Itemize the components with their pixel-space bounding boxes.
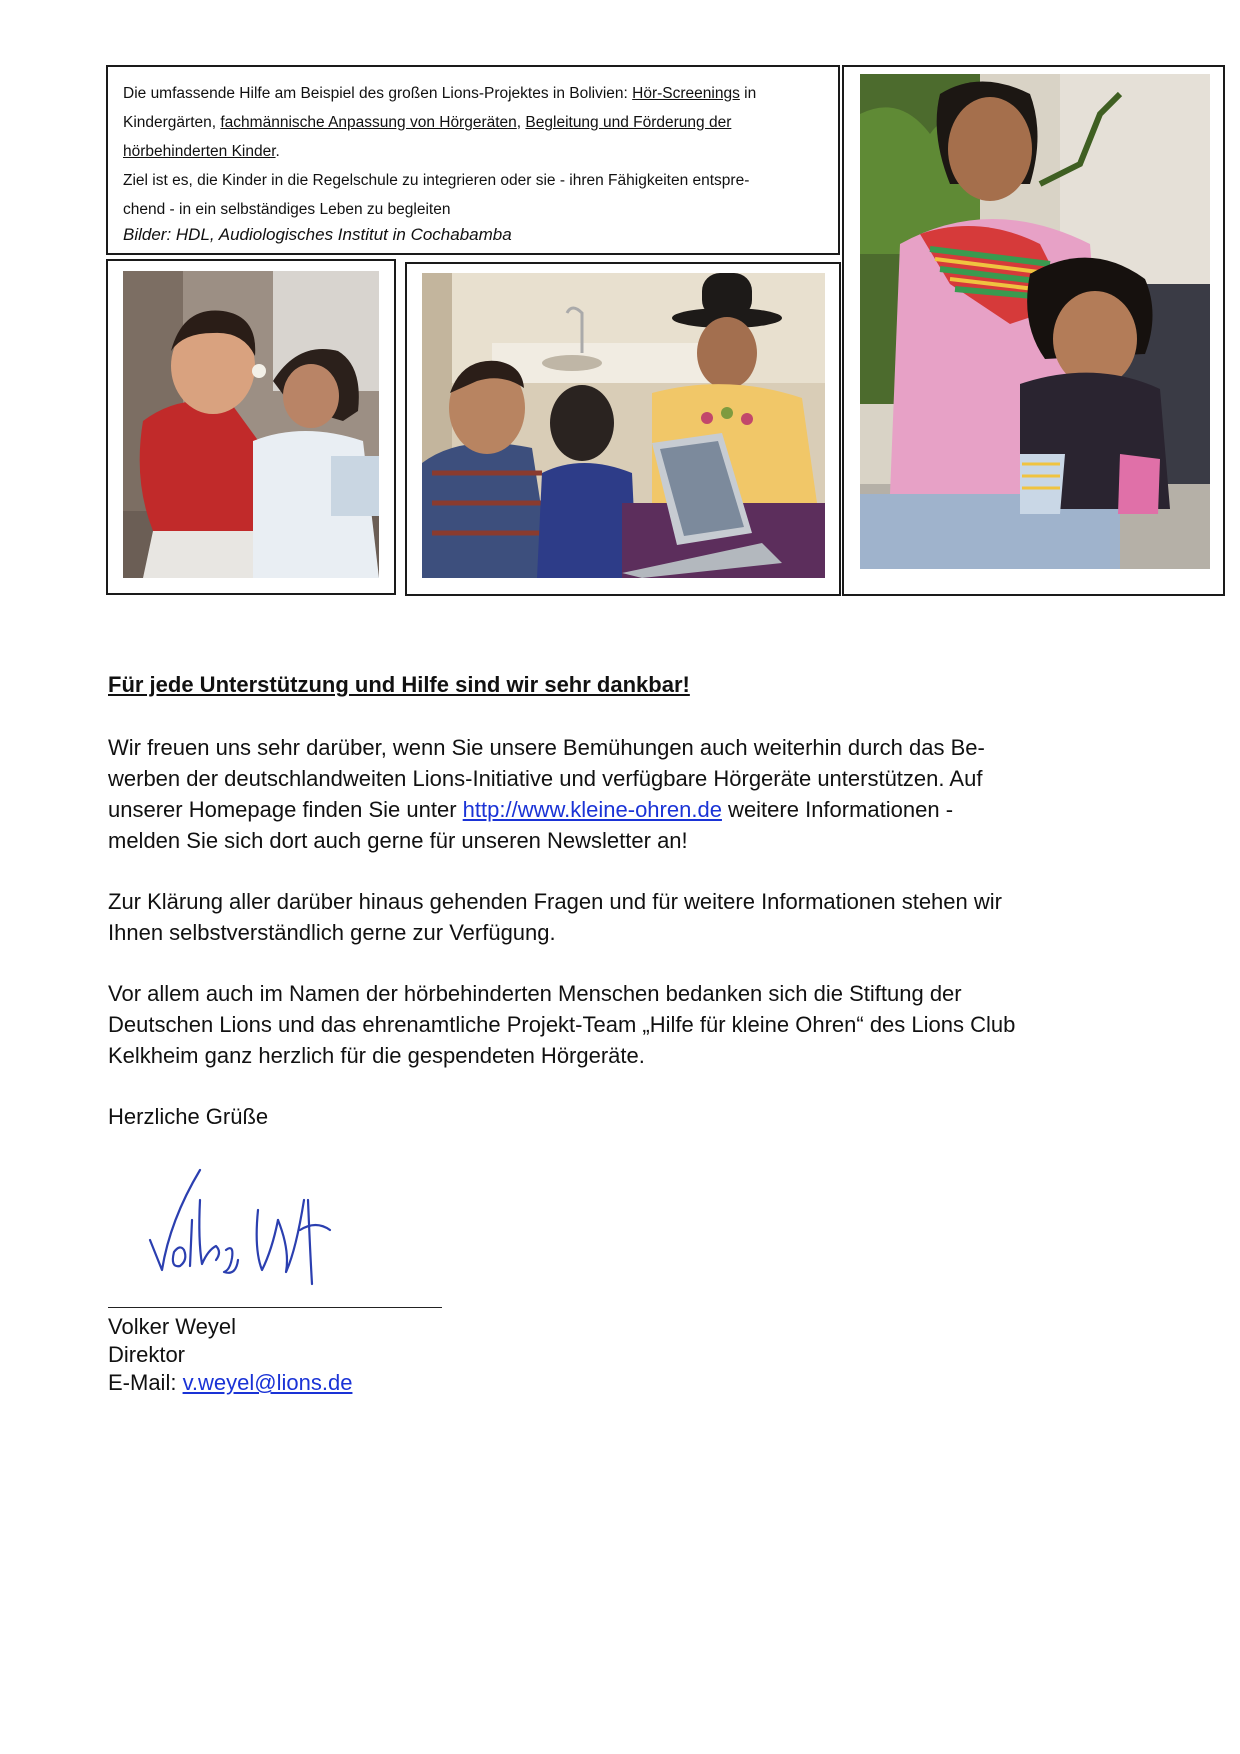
signer-email-row xyxy=(108,1369,352,1397)
caption-text: . xyxy=(275,143,280,160)
paragraph-line: Deutschen Lions und das ehrenamtliche Projekt-Team „Hilfe für kleine Ohren“ des Lions Club xyxy=(108,1012,1016,1037)
photo-credit: Bilder: HDL, Audiologisches Institut in Cochabamba xyxy=(123,225,512,244)
caption-goal-line-1: Ziel ist es, die Kinder in die Regelschule zu integrieren oder sie - ihren Fähigkeiten entspre- xyxy=(123,172,750,189)
paragraph-text: unserer Homepage finden Sie unter xyxy=(108,797,463,822)
paragraph-support xyxy=(108,732,1068,856)
caption-line-2 xyxy=(123,108,824,137)
paragraph-line: Vor allem auch im Namen der hörbehinderten Menschen bedanken sich die Stiftung der xyxy=(108,981,962,1006)
paragraph-gratitude xyxy=(108,978,1068,1071)
paragraph-line: Wir freuen uns sehr darüber, wenn Sie unsere Bemühungen auch weiterhin durch das Be- xyxy=(108,735,985,760)
photo-hearing-aid-fitting xyxy=(422,273,825,578)
paragraph-questions xyxy=(108,886,1068,948)
caption-text: in xyxy=(739,85,757,102)
paragraph-line: Kelkheim ganz herzlich für die gespendeten Hörgeräte. xyxy=(108,1043,645,1068)
signature-line xyxy=(108,1307,442,1308)
photo-ear-examination-image xyxy=(123,271,379,578)
caption-item-hoer-screenings: Hör-Screenings xyxy=(632,85,740,102)
signature-image xyxy=(140,1160,350,1290)
caption-box xyxy=(106,65,840,255)
caption-item-kinder: hörbehinderten Kinder xyxy=(123,143,276,160)
closing-greeting: Herzliche Grüße xyxy=(108,1104,269,1129)
email-label: E-Mail: xyxy=(108,1370,183,1395)
photo-ear-examination xyxy=(123,271,379,578)
paragraph-line: Ihnen selbstverständlich gerne zur Verfügung. xyxy=(108,920,556,945)
paragraph-text: weitere Informationen - xyxy=(721,797,954,822)
caption-line-1 xyxy=(123,79,824,108)
photo-mother-and-child xyxy=(860,74,1210,569)
paragraph-line: Zur Klärung aller darüber hinaus gehenden Fragen und für weitere Informationen stehen wir xyxy=(108,889,1002,914)
paragraph-line: werben der deutschlandweiten Lions-Initiative und verfügbare Hörgeräte unterstützen. Auf xyxy=(108,766,983,791)
photo-mother-and-child-image xyxy=(860,74,1210,569)
paragraph-line xyxy=(108,794,1068,825)
signer-name: Volker Weyel xyxy=(108,1314,236,1339)
caption-item-anpassung: fachmännische Anpassung von Hörgeräten xyxy=(220,114,517,131)
signer-title: Direktor xyxy=(108,1342,186,1367)
caption-item-begleitung: Begleitung und Förderung der xyxy=(525,114,732,131)
caption-intro: Die umfassende Hilfe am Beispiel des großen Lions-Projektes in Bolivien: xyxy=(123,85,633,102)
homepage-link[interactable]: http://www.kleine-ohren.de xyxy=(462,797,722,822)
heading-thanks: Für jede Unterstützung und Hilfe sind wir sehr dankbar! xyxy=(108,672,690,697)
paragraph-line: melden Sie sich dort auch gerne für unseren Newsletter an! xyxy=(108,828,688,853)
caption-line-3 xyxy=(123,137,824,166)
signer-block xyxy=(108,1313,352,1397)
caption-goal-line-2: chend - in ein selbständiges Leben zu begleiten xyxy=(123,201,451,218)
handwritten-signature xyxy=(140,1160,350,1290)
caption-text: Kindergärten, xyxy=(123,114,221,131)
caption-text: , xyxy=(516,114,526,131)
photo-hearing-aid-fitting-image xyxy=(422,273,825,578)
email-link[interactable]: v.weyel@lions.de xyxy=(182,1370,353,1395)
